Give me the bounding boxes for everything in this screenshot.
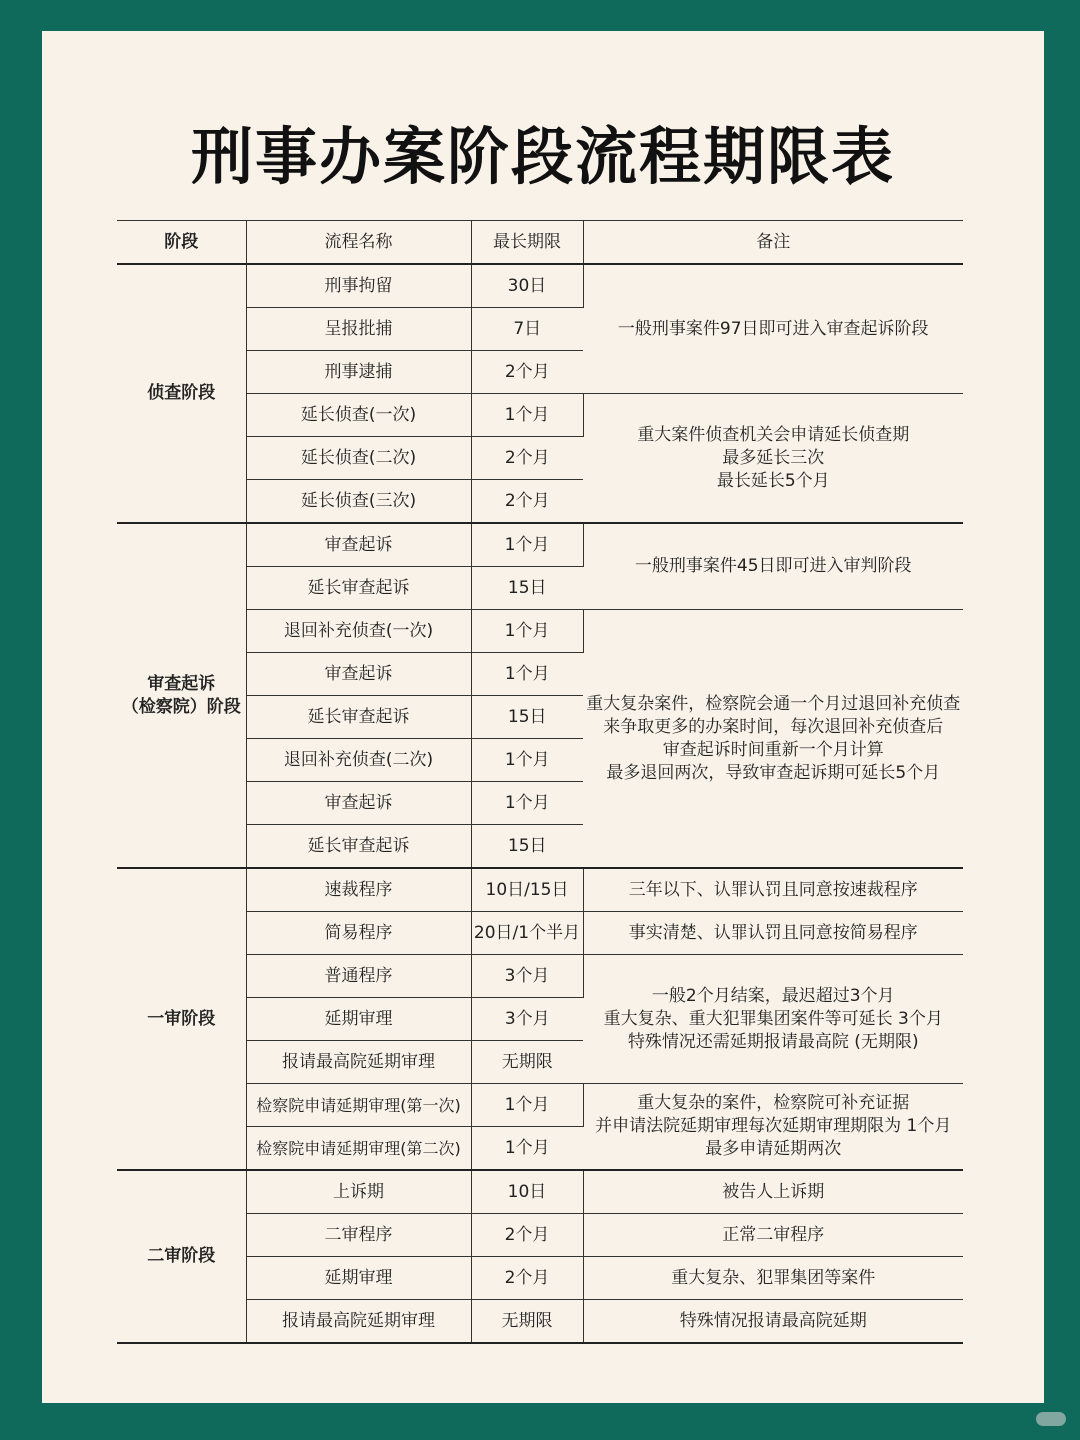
- process-name: 退回补充侦查(二次): [246, 739, 471, 782]
- note-line: 并申请法院延期审理每次延期审理期限为 1个月: [595, 1116, 952, 1136]
- note-line: 重大复杂的案件，检察院可补充证据: [637, 1093, 910, 1113]
- process-name: 普通程序: [246, 955, 471, 998]
- header-limit: 最长期限: [471, 221, 583, 265]
- header-process: 流程名称: [246, 221, 471, 265]
- max-limit: 3个月: [471, 998, 583, 1041]
- note-line: 三年以下、认罪认罚且同意按速裁程序: [628, 879, 918, 900]
- process-name: 审查起诉: [246, 653, 471, 696]
- note-line: 特殊情况报请最高院延期: [679, 1310, 867, 1331]
- note-line: 事实清楚、认罪认罚且同意按简易程序: [628, 922, 918, 943]
- document-sheet: [42, 31, 1044, 1403]
- note-cell: [583, 394, 963, 524]
- max-limit: 15日: [471, 825, 583, 869]
- note-cell: [583, 1300, 963, 1344]
- note-cell: [583, 912, 963, 955]
- table-row: [117, 1170, 963, 1214]
- max-limit: 1个月: [471, 394, 583, 437]
- max-limit: 2个月: [471, 480, 583, 524]
- note-cell: [583, 264, 963, 394]
- max-limit: 20日/1个半月: [471, 912, 583, 955]
- process-name: 延期审理: [246, 998, 471, 1041]
- process-name: 刑事拘留: [246, 264, 471, 308]
- process-name: 延期审理: [246, 1257, 471, 1300]
- max-limit: 1个月: [471, 739, 583, 782]
- process-name: 二审程序: [246, 1214, 471, 1257]
- note-line: 被告人上诉期: [722, 1181, 825, 1202]
- max-limit: 2个月: [471, 437, 583, 480]
- max-limit: 10日/15日: [471, 868, 583, 912]
- note-cell: [583, 1084, 963, 1171]
- table-row: [117, 523, 963, 567]
- process-name: 延长审查起诉: [246, 696, 471, 739]
- max-limit: 15日: [471, 696, 583, 739]
- process-name: 延长审查起诉: [246, 825, 471, 869]
- max-limit: 7日: [471, 308, 583, 351]
- note-line: 特殊情况还需延期报请最高院 (无期限): [627, 1031, 919, 1052]
- table-row: [117, 868, 963, 912]
- process-name: 延长侦查(二次): [246, 437, 471, 480]
- note-line: 来争取更多的办案时间，每次退回补充侦查后: [603, 716, 944, 737]
- stage-line: 审查起诉: [147, 673, 216, 694]
- note-line: 最长延长5个月: [716, 470, 830, 491]
- page-title: 刑事办案阶段流程期限表: [190, 120, 895, 193]
- header-stage: 阶段: [117, 221, 246, 265]
- stage-cell: 二审阶段: [117, 1170, 246, 1343]
- process-name: 延长侦查(一次): [246, 394, 471, 437]
- max-limit: 1个月: [471, 1127, 583, 1171]
- note-cell: [583, 1214, 963, 1257]
- header-note: 备注: [583, 221, 963, 265]
- max-limit: 2个月: [471, 351, 583, 394]
- stage-cell: [117, 523, 246, 868]
- process-name: 速裁程序: [246, 868, 471, 912]
- note-line: 一般2个月结案，最迟超过3个月: [651, 985, 895, 1006]
- process-name: 刑事逮捕: [246, 351, 471, 394]
- note-line: 正常二审程序: [722, 1224, 825, 1245]
- note-cell: [583, 523, 963, 610]
- note-line: 重大复杂、重大犯罪集团案件等可延长 3个月: [603, 1008, 943, 1029]
- note-cell: [583, 955, 963, 1084]
- max-limit: 1个月: [471, 523, 583, 567]
- max-limit: 2个月: [471, 1257, 583, 1300]
- process-name: 呈报批捕: [246, 308, 471, 351]
- stage-cell: 侦查阶段: [117, 264, 246, 523]
- table-header-row: [117, 221, 963, 265]
- note-cell: [583, 610, 963, 869]
- note-line: 最多退回两次，导致审查起诉期可延长5个月: [606, 762, 941, 783]
- process-name: 检察院申请延期审理(第一次): [246, 1084, 471, 1127]
- max-limit: 15日: [471, 567, 583, 610]
- max-limit: 10日: [471, 1170, 583, 1214]
- process-name: 审查起诉: [246, 782, 471, 825]
- process-name: 检察院申请延期审理(第二次): [246, 1127, 471, 1171]
- watermark-badge: [1036, 1412, 1066, 1426]
- max-limit: 1个月: [471, 610, 583, 653]
- process-name: 上诉期: [246, 1170, 471, 1214]
- max-limit: 2个月: [471, 1214, 583, 1257]
- process-name: 报请最高院延期审理: [246, 1041, 471, 1084]
- process-name: 退回补充侦查(一次): [246, 610, 471, 653]
- stage-line: （检察院）阶段: [121, 696, 241, 717]
- process-name: 简易程序: [246, 912, 471, 955]
- table-row: [117, 264, 963, 308]
- max-limit: 无期限: [471, 1041, 583, 1084]
- max-limit: 1个月: [471, 782, 583, 825]
- process-name: 审查起诉: [246, 523, 471, 567]
- note-cell: [583, 1170, 963, 1214]
- max-limit: 1个月: [471, 1084, 583, 1127]
- max-limit: 3个月: [471, 955, 583, 998]
- stage-cell: 一审阶段: [117, 868, 246, 1170]
- note-cell: [583, 868, 963, 912]
- note-line: 审查起诉时间重新一个月计算: [662, 739, 884, 760]
- process-name: 延长侦查(三次): [246, 480, 471, 524]
- note-cell: [583, 1257, 963, 1300]
- note-line: 一般刑事案件45日即可进入审判阶段: [634, 556, 912, 576]
- deadline-table: [117, 220, 963, 1344]
- max-limit: 1个月: [471, 653, 583, 696]
- note-line: 重大案件侦查机关会申请延长侦查期: [637, 424, 910, 445]
- note-line: 最多延长三次: [722, 447, 825, 468]
- max-limit: 30日: [471, 264, 583, 308]
- process-name: 延长审查起诉: [246, 567, 471, 610]
- process-name: 报请最高院延期审理: [246, 1300, 471, 1344]
- max-limit: 无期限: [471, 1300, 583, 1344]
- note-line: 最多申请延期两次: [705, 1139, 842, 1159]
- note-line: 一般刑事案件97日即可进入审查起诉阶段: [617, 318, 929, 339]
- note-line: 重大复杂案件，检察院会通一个月过退回补充侦查: [586, 693, 961, 714]
- note-line: 重大复杂、犯罪集团等案件: [671, 1267, 876, 1288]
